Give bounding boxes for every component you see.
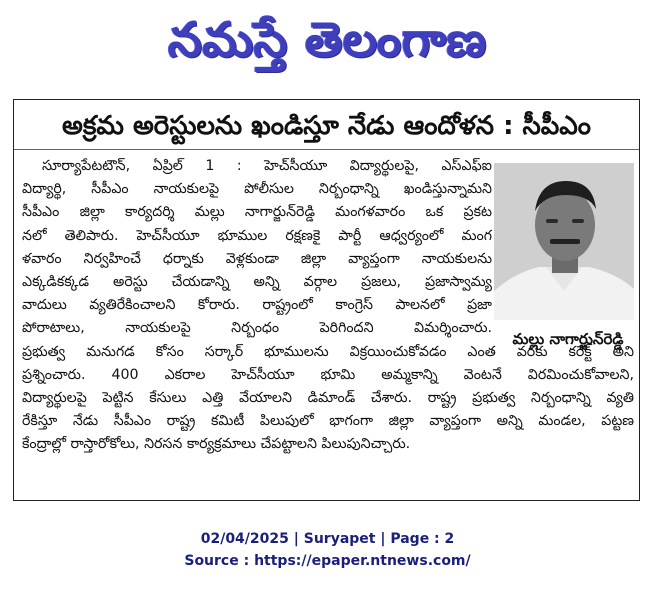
body-line: విద్యార్థి, సీపీఎం నాయకులపై పోలీసుల నిర్బంధాన్ని ఖండిస్తున్నామని <box>22 181 492 198</box>
body-line: వాదులు వ్యతిరేకించాలని కోరారు. రాష్ట్రంలో కాంగ్రెస్ పాలనలో ప్రజా <box>22 297 492 314</box>
body-line: నలో తెలిపారు. హెచ్‌సీయూ భూముల రక్షణకై పార్టీ ఆధ్వర్యంలో మంగ <box>22 227 492 244</box>
body-line: సూర్యాపేటటౌన్, ఏప్రిల్ 1 : హెచ్‌సీయూ విద్యార్థులపై, ఎస్‌ఎఫ్ఐ <box>42 158 492 174</box>
body-line: సీపీఎం జిల్లా కార్యదర్శి మల్లు నాగార్జున్‌రెడ్డి మంగళవారం ఒక ప్రకట <box>22 204 492 221</box>
body-line: పోరాటాలు, నాయకులపై నిర్బంధం పెరిగిందని విమర్శించారు. <box>22 320 492 337</box>
source-footer <box>0 528 655 572</box>
body-line: రేకిస్తూ నేడు సీపీఎం రాష్ట్ర కమిటీ పిలుపులో భాగంగా జిల్లా వ్యాప్తంగా అన్ని మండల, పట్టణ <box>22 413 634 430</box>
body-line: ప్రభుత్వ మనుగడ కోసం సర్కార్ భూములను విక్రయించుకోవడం ఎంత వరకు కరెక్ట్ అని <box>22 343 634 360</box>
body-line: ప్రశ్నించారు. 400 ఎకరాల హెచ్‌సీయూ భూమి అమ్మకాన్ని వెంటనే విరమించుకోవాలని, <box>22 366 634 383</box>
masthead <box>0 8 655 72</box>
body-line: విద్యార్థులపై పెట్టిన కేసులు ఎత్తి వేయాలని డిమాండ్ చేశారు. రాష్ట్ర ప్రభుత్వ నిర్బంధాన్ని వ్యతి <box>22 389 634 406</box>
body-line: కేంద్రాల్లో రాస్తారోకోలు, నిరసన కార్యక్రమాలు చేపట్టాలని పిలుపునిచ్చారు. <box>22 436 411 453</box>
article-headline: అక్రమ అరెస్టులను ఖండిస్తూ నేడు ఆందోళన : సీపీఎం <box>62 111 591 141</box>
photo-caption: మల్లు నాగార్జున్‌రెడ్డి <box>512 330 624 348</box>
source-url: Source : https://epaper.ntnews.com/ <box>184 553 471 569</box>
article-box <box>13 99 640 501</box>
article-body <box>22 155 634 456</box>
headline-divider <box>14 149 639 150</box>
newspaper-logo: నమస్తే తెలంగాణ <box>168 12 487 68</box>
edition-info: 02/04/2025 | Suryapet | Page : 2 <box>200 531 455 547</box>
body-line: ళవారం నిర్వహించే ధర్నాకు వెళ్లకుండా జిల్లా వ్యాప్తంగా నాయకులను <box>22 250 492 267</box>
body-line: ఎక్కడికక్కడ అరెస్టు చేయడాన్ని అన్ని వర్గాల ప్రజలు, ప్రజాస్వామ్య <box>22 273 492 290</box>
